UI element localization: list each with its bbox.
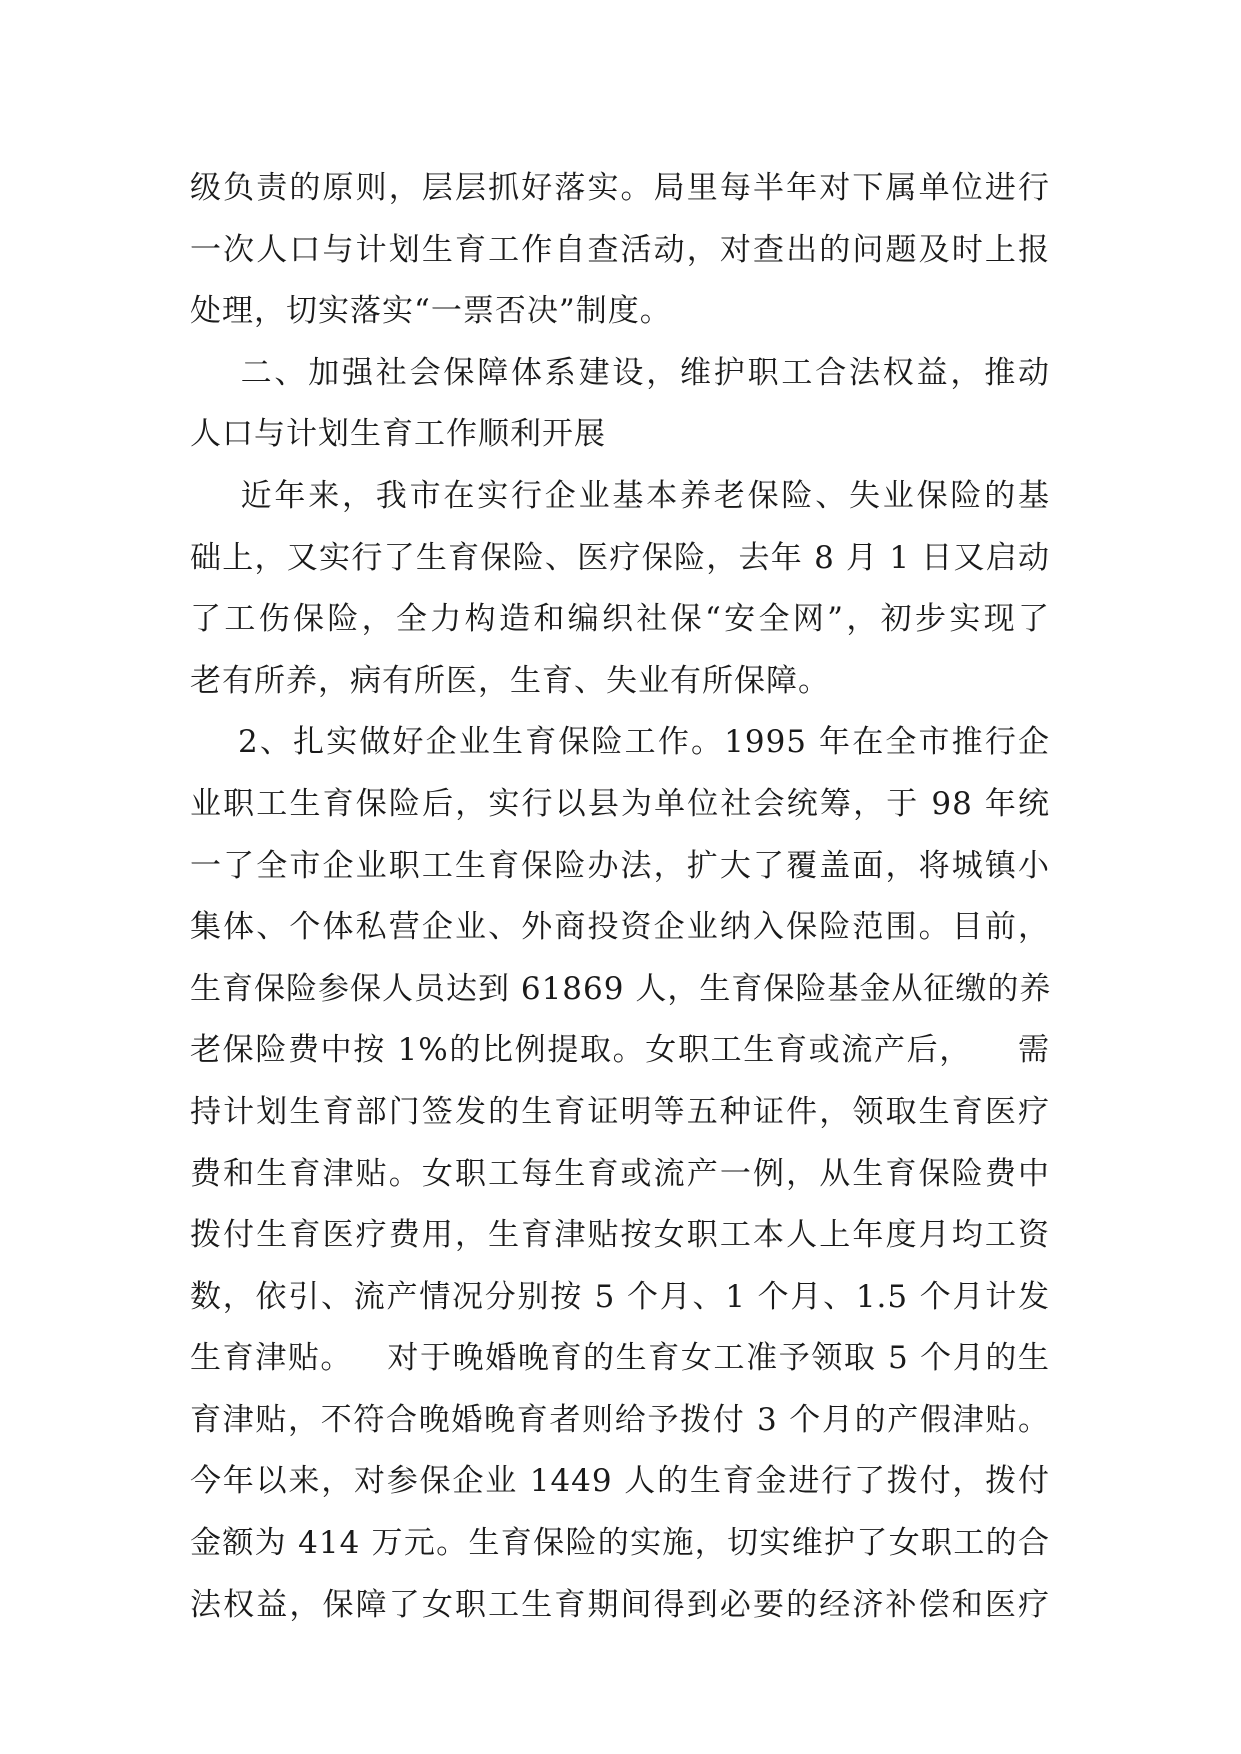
text-line: 老有所养，病有所医，生育、失业有所保障。 (190, 662, 830, 699)
text-line: 一了全市企业职工生育保险办法，扩大了覆盖面，将城镇小 (190, 847, 1050, 884)
section-heading-line: 人口与计划生育工作顺利开展 (190, 416, 606, 453)
text-line: 金额为 414 万元。生育保险的实施，切实维护了女职工的合 (190, 1525, 1050, 1562)
body-text (190, 158, 1050, 1636)
text-line: 生育保险参保人员达到 61869 人，生育保险基金从征缴的养 (190, 970, 1052, 1007)
text-line: 级负责的原则，层层抓好落实。局里每半年对下属单位进行 (190, 170, 1050, 206)
text-line: 今年以来，对参保企业 1449 人的生育金进行了拨付，拨付 (190, 1463, 1050, 1500)
text-line: 费和生育津贴。女职工每生育或流产一例，从生育保险费中 (190, 1155, 1050, 1192)
text-line: 了工伤保险，全力构造和编织社保“安全网”，初步实现了 (190, 601, 1050, 638)
text-line: 数，依引、流产情况分别按 5 个月、1 个月、1.5 个月计发 (190, 1278, 1050, 1315)
text-line: 持计划生育部门签发的生育证明等五种证件，领取生育医疗 (190, 1093, 1050, 1130)
text-line: 拨付生育医疗费用，生育津贴按女职工本人上年度月均工资 (190, 1217, 1050, 1254)
text-line: 生育津贴。 对于晚婚晚育的生育女工准予领取 5 个月的生 (190, 1340, 1050, 1377)
text-line: 处理，切实落实“一票否决”制度。 (190, 293, 672, 330)
text-line: 老保险费中按 1%的比例提取。女职工生育或流产后， 需 (190, 1032, 1050, 1069)
text-line: 2、扎实做好企业生育保险工作。1995 年在全市推行企 (190, 724, 1050, 761)
text-line: 集体、个体私营企业、外商投资企业纳入保险范围。目前， (190, 909, 1050, 946)
text-line: 育津贴，不符合晚婚晚育者则给予拨付 3 个月的产假津贴。 (190, 1401, 1050, 1438)
text-line: 法权益，保障了女职工生育期间得到必要的经济补偿和医疗 (190, 1586, 1050, 1623)
text-line: 近年来，我市在实行企业基本养老保险、失业保险的基 (190, 477, 1050, 514)
text-line: 础上，又实行了生育保险、医疗保险，去年 8 月 1 日又启动 (190, 539, 1050, 576)
text-line: 一次人口与计划生育工作自查活动，对查出的问题及时上报 (190, 231, 1050, 268)
section-heading-line: 二、加强社会保障体系建设，维护职工合法权益，推动 (190, 354, 1050, 391)
text-line: 业职工生育保险后，实行以县为单位社会统筹，于 98 年统 (190, 785, 1050, 822)
